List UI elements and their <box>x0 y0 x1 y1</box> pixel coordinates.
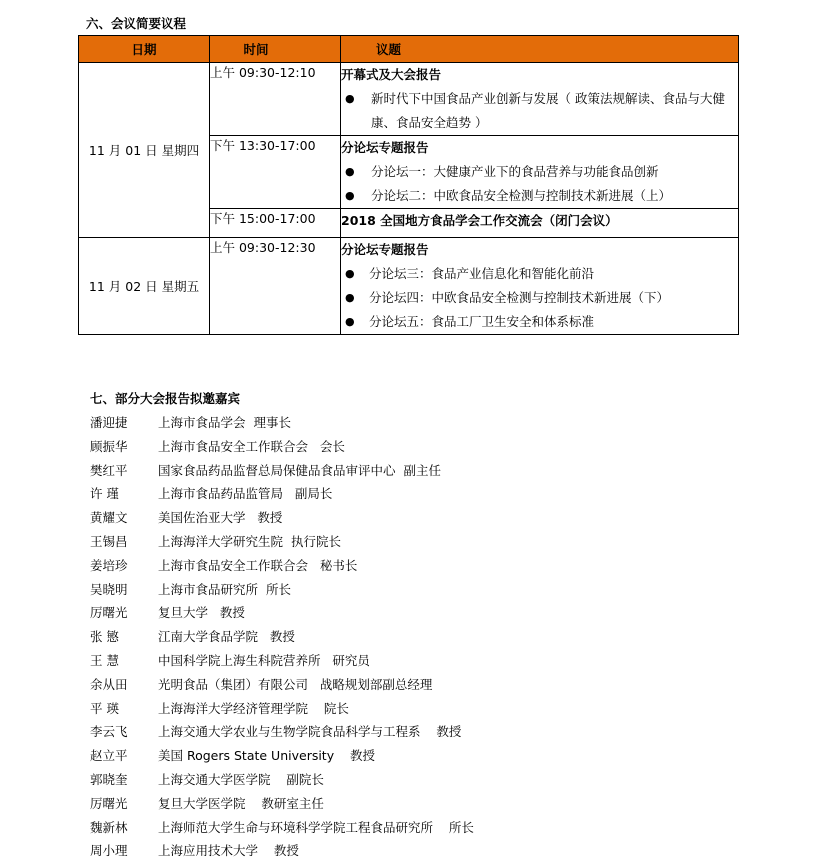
header-time: 时间 <box>210 36 341 63</box>
topic-item <box>341 286 738 310</box>
bullet-icon: ● <box>345 189 355 202</box>
guest-name: 张 慜 <box>90 629 119 645</box>
guest-affiliation: 美国 Rogers State University 教授 <box>158 748 376 764</box>
topic-item <box>341 310 738 334</box>
day2-date: 11 月 02 日 星期五 <box>79 238 210 335</box>
topic-title: 开幕式及大会报告 <box>341 67 442 82</box>
guest-affiliation: 上海交通大学医学院 副院长 <box>158 771 324 787</box>
guest-name: 王 慧 <box>90 652 119 668</box>
guest-row <box>90 816 474 840</box>
guest-name: 顾振华 <box>90 438 128 454</box>
bullet-icon: ● <box>345 92 355 105</box>
header-topic: 议题 <box>341 36 739 63</box>
guest-affiliation: 上海市食品安全工作联合会 秘书长 <box>158 557 358 573</box>
guest-row <box>90 839 474 863</box>
guest-row <box>90 601 474 625</box>
guest-affiliation: 上海海洋大学研究生院 执行院长 <box>158 533 341 549</box>
guest-row <box>90 554 474 578</box>
guest-affiliation: 光明食品（集团）有限公司 战略规划部副总经理 <box>158 676 433 692</box>
guest-row <box>90 768 474 792</box>
guest-affiliation: 国家食品药品监督总局保健品食品审评中心 副主任 <box>158 462 441 478</box>
guest-affiliation: 美国佐治亚大学 教授 <box>158 510 283 526</box>
bullet-icon: ● <box>345 291 355 304</box>
guest-row <box>90 744 474 768</box>
guest-affiliation: 上海应用技术大学 教授 <box>158 843 299 859</box>
guest-name: 厉曙光 <box>90 795 128 811</box>
slot-time: 上午 09:30-12:10 <box>210 63 341 136</box>
topic-item <box>341 184 738 208</box>
guest-name: 厉曙光 <box>90 605 128 621</box>
topic-item-text: 分论坛二：中欧食品安全检测与控制技术新进展（上） <box>371 188 672 203</box>
guest-row <box>90 506 474 530</box>
guest-row <box>90 411 474 435</box>
agenda-row <box>79 238 739 335</box>
guest-affiliation: 上海市食品安全工作联合会 会长 <box>158 438 345 454</box>
guest-name: 潘迎捷 <box>90 415 128 430</box>
guest-row <box>90 435 474 459</box>
guest-list <box>90 411 474 863</box>
guest-row <box>90 530 474 554</box>
guest-affiliation: 上海师范大学生命与环境科学学院工程食品研究所 所长 <box>158 819 474 835</box>
topic-item-text: 分论坛五：食品工厂卫生安全和体系标准 <box>369 314 595 329</box>
guest-affiliation: 上海市食品研究所 所长 <box>158 581 291 597</box>
guest-name: 郭晓奎 <box>90 771 128 787</box>
agenda-header-row <box>79 36 739 63</box>
slot-topic <box>341 209 739 238</box>
guest-row <box>90 482 474 506</box>
topic-item-text: 分论坛四：中欧食品安全检测与控制技术新进展（下） <box>369 290 670 305</box>
guest-name: 周小理 <box>90 843 128 859</box>
section-7-heading: 七、部分大会报告拟邀嘉宾 <box>90 391 241 406</box>
guest-affiliation: 江南大学食品学院 教授 <box>158 629 295 645</box>
bullet-icon: ● <box>345 165 355 178</box>
bullet-icon: ● <box>345 267 355 280</box>
guest-row <box>90 673 474 697</box>
guest-row <box>90 578 474 602</box>
agenda-row <box>79 63 739 136</box>
guest-name: 黄耀文 <box>90 510 128 526</box>
topic-item <box>341 87 738 135</box>
topic-list <box>341 262 738 334</box>
guest-row <box>90 720 474 744</box>
topic-title: 2018 全国地方食品学会工作交流会（闭门会议） <box>341 213 618 228</box>
guest-name: 赵立平 <box>90 748 128 764</box>
slot-time: 上午 09:30-12:30 <box>210 238 341 335</box>
topic-item <box>341 160 738 184</box>
guest-name: 李云飞 <box>90 724 128 740</box>
section-6-heading: 六、会议简要议程 <box>86 16 187 31</box>
guest-name: 姜培珍 <box>90 557 128 573</box>
guest-name: 魏新林 <box>90 819 128 835</box>
guest-name: 许 瑾 <box>90 486 119 502</box>
slot-topic <box>341 238 739 335</box>
guest-name: 王锡昌 <box>90 533 128 549</box>
topic-item-text: 新时代下中国食品产业创新与发展（ 政策法规解读、食品与大健康、食品安全趋势 ） <box>371 91 725 130</box>
guest-row <box>90 792 474 816</box>
topic-list <box>341 160 738 208</box>
guest-row <box>90 459 474 483</box>
header-date: 日期 <box>79 36 210 63</box>
bullet-icon: ● <box>345 315 355 328</box>
guest-affiliation: 复旦大学 教授 <box>158 605 245 621</box>
topic-item <box>341 262 738 286</box>
guest-affiliation: 上海市食品药品监管局 副局长 <box>158 486 333 502</box>
guest-name: 余从田 <box>90 676 128 692</box>
slot-topic <box>341 63 739 136</box>
guest-affiliation: 中国科学院上海生科院营养所 研究员 <box>158 652 370 668</box>
topic-title: 分论坛专题报告 <box>341 140 429 155</box>
guest-affiliation: 上海海洋大学经济管理学院 院长 <box>158 700 349 716</box>
topic-title: 分论坛专题报告 <box>341 242 429 257</box>
guest-row <box>90 649 474 673</box>
guest-affiliation: 上海交通大学农业与生物学院食品科学与工程系 教授 <box>158 724 462 740</box>
guest-affiliation: 复旦大学医学院 教研室主任 <box>158 795 324 811</box>
guest-row <box>90 625 474 649</box>
guest-name: 平 瑛 <box>90 700 119 716</box>
slot-time: 下午 15:00-17:00 <box>210 209 341 238</box>
topic-item-text: 分论坛一：大健康产业下的食品营养与功能食品创新 <box>371 164 659 179</box>
agenda-table <box>78 35 739 335</box>
slot-time: 下午 13:30-17:00 <box>210 136 341 209</box>
topic-item-text: 分论坛三：食品产业信息化和智能化前沿 <box>369 266 595 281</box>
day1-date: 11 月 01 日 星期四 <box>79 63 210 238</box>
slot-topic <box>341 136 739 209</box>
guest-row <box>90 697 474 721</box>
guest-affiliation: 上海市食品学会 理事长 <box>158 415 291 430</box>
topic-list <box>341 87 738 135</box>
guest-name: 樊红平 <box>90 462 128 478</box>
guest-name: 吴晓明 <box>90 581 128 597</box>
